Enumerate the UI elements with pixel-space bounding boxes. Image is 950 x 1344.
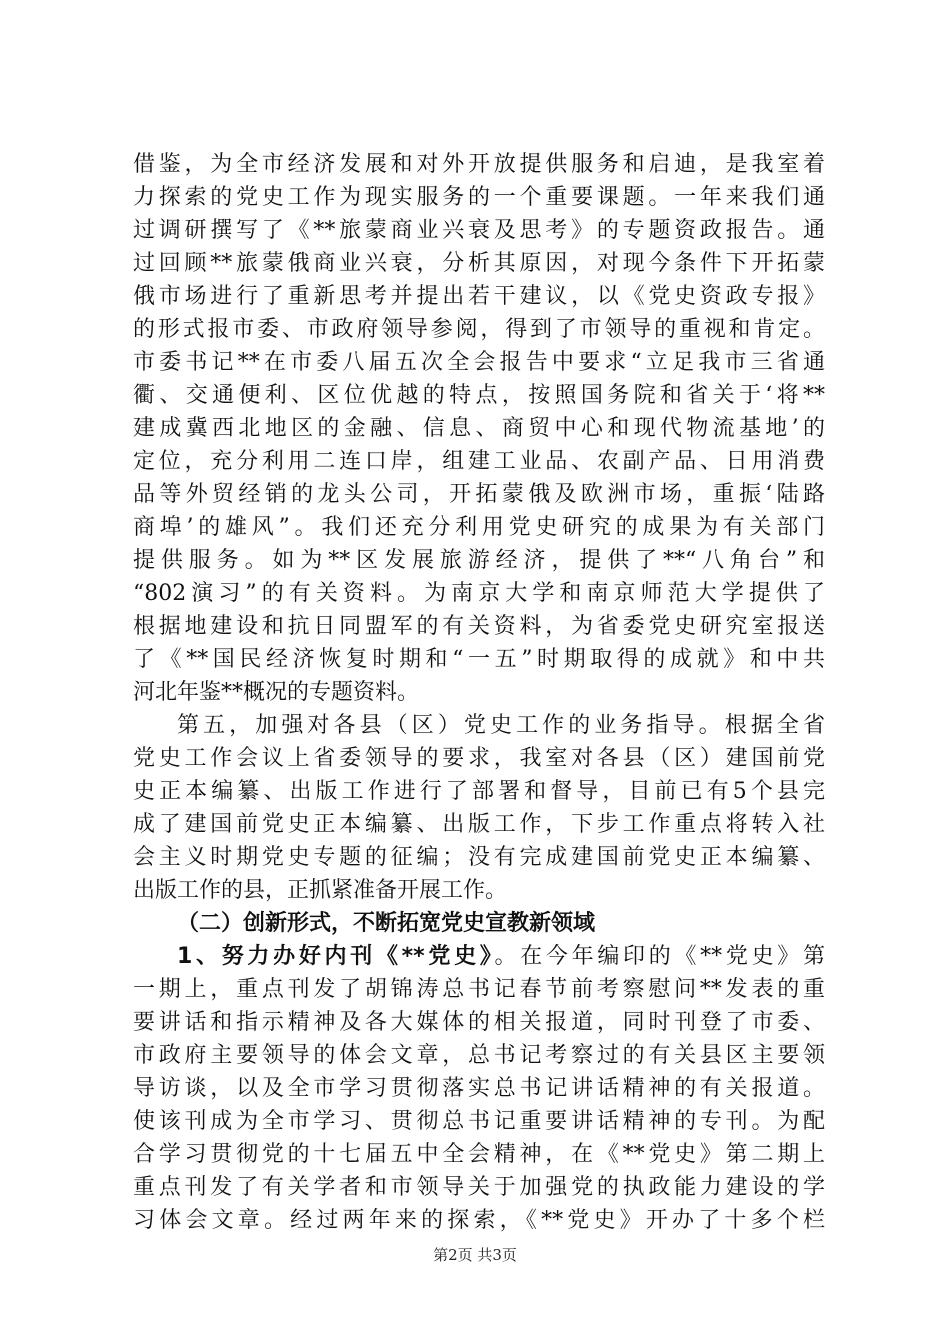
text-line: 习体会文章。经过两年来的探索，《**党史》开办了十多个栏 (133, 1208, 825, 1233)
page-number-footer: 第2页 共3页 (433, 1246, 517, 1264)
text-line: 借鉴，为全市经济发展和对外开放提供服务和启迪，是我室着 (133, 152, 825, 177)
text-line: 要讲话和指示精神及各大媒体的相关报道，同时刊登了市委、 (133, 1010, 825, 1035)
body-text (133, 148, 825, 1237)
text-line: 市政府主要领导的体会文章，总书记考察过的有关县区主要领 (133, 1043, 825, 1068)
text-line: 一期上，重点刊发了胡锦涛总书记春节前考察慰问**发表的重 (133, 977, 825, 1002)
text-line: 重点刊发了有关学者和市领导关于加强党的执政能力建设的学 (133, 1175, 825, 1200)
text-line: “802演习”的有关资料。为南京大学和南京师范大学提供了 (133, 581, 825, 606)
text-line: 提供服务。如为**区发展旅游经济，提供了**“八角台”和 (133, 548, 825, 573)
text-line: 力探索的党史工作为现实服务的一个重要课题。一年来我们通 (133, 185, 825, 210)
text-line: 史正本编纂、出版工作进行了部署和督导，目前已有5个县完 (133, 779, 825, 804)
text-line: 的形式报市委、市政府领导参阅，得到了市领导的重视和肯定。 (133, 317, 825, 342)
text-line: 导访谈，以及全市学习贯彻落实总书记讲话精神的有关报道。 (133, 1076, 825, 1101)
text-line: 党史工作会议上省委领导的要求，我室对各县（区）建国前党 (133, 746, 825, 771)
text-line: 商埠’的雄风”。我们还充分利用党史研究的成果为有关部门 (133, 515, 825, 540)
section-heading: （二）创新形式，不断拓宽党史宣教新领域 (177, 911, 596, 936)
paragraph-5-first-line: 第五，加强对各县（区）党史工作的业务指导。根据全省 (177, 713, 825, 738)
text-line: 建成冀西北地区的金融、信息、商贸中心和现代物流基地’的 (133, 416, 825, 441)
text-line: 根据地建设和抗日同盟军的有关资料，为省委党史研究室报送 (133, 614, 825, 639)
text-line: 了《**国民经济恢复时期和“一五”时期取得的成就》和中共 (133, 647, 825, 672)
item-1-first-line-rest: 。在今年编印的《**党史》第 (494, 944, 825, 969)
item-1-title: 1、努力办好内刊《**党史》 (177, 944, 495, 969)
text-line: 成了建国前党史正本编纂、出版工作，下步工作重点将转入社 (133, 812, 825, 837)
text-line: 过调研撰写了《**旅蒙商业兴衰及思考》的专题资政报告。通 (133, 218, 825, 243)
text-line: 过回顾**旅蒙俄商业兴衰，分析其原因，对现今条件下开拓蒙 (133, 251, 825, 276)
text-line: 定位，充分利用二连口岸，组建工业品、农副产品、日用消费 (133, 449, 825, 474)
text-line: 俄市场进行了重新思考并提出若干建议，以《党史资政专报》 (133, 284, 825, 309)
text-line: 会主义时期党史专题的征编；没有完成建国前党史正本编纂、 (133, 845, 825, 870)
text-line: 河北年鉴**概况的专题资料。 (133, 680, 420, 705)
text-line: 市委书记**在市委八届五次全会报告中要求“立足我市三省通 (133, 350, 825, 375)
text-line: 出版工作的县，正抓紧准备开展工作。 (133, 878, 508, 903)
text-line: 合学习贯彻党的十七届五中全会精神，在《**党史》第二期上 (133, 1142, 825, 1167)
text-line: 衢、交通便利、区位优越的特点，按照国务院和省关于‘将** (133, 383, 825, 408)
item-1-first-line (133, 940, 825, 973)
text-line: 使该刊成为全市学习、贯彻总书记重要讲话精神的专刊。为配 (133, 1109, 825, 1134)
text-line: 品等外贸经销的龙头公司，开拓蒙俄及欧洲市场，重振‘陆路 (133, 482, 825, 507)
